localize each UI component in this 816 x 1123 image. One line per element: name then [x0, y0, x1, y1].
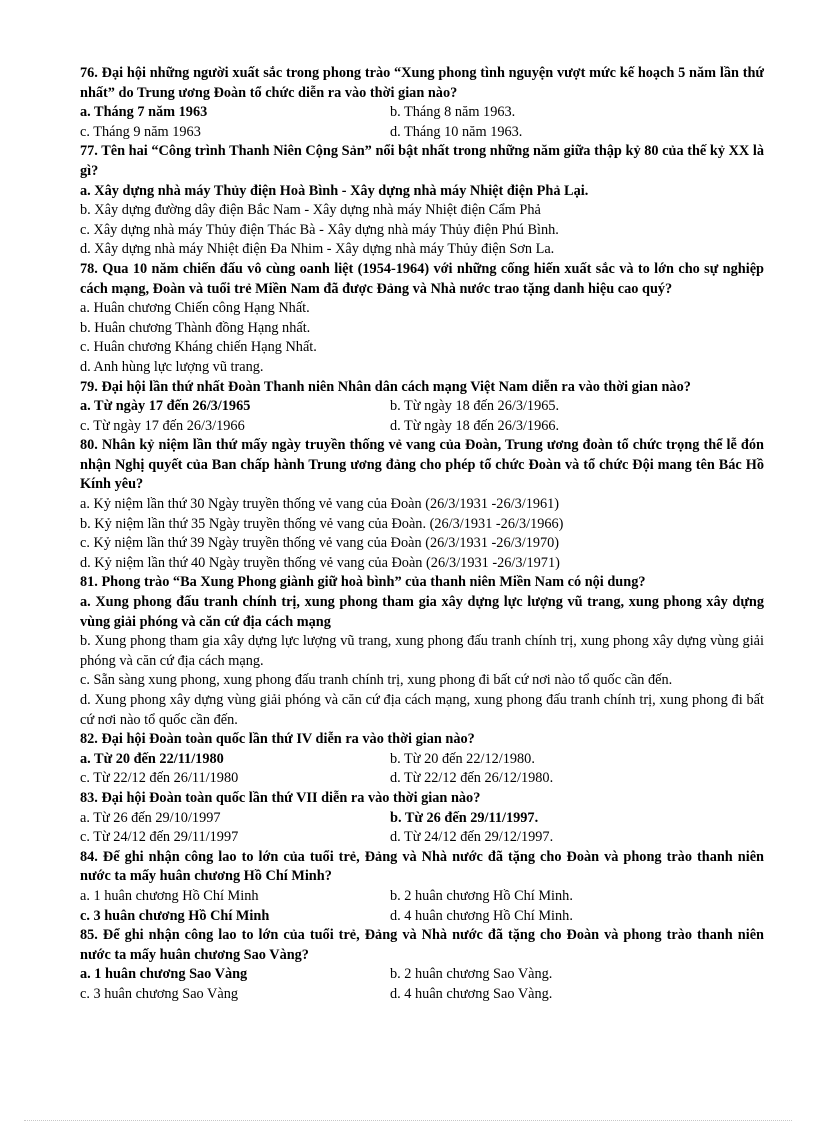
option-80-b: b. Kỷ niệm lần thứ 35 Ngày truyền thống vẻ vang của Đoàn. (26/3/1931 -26/3/1966) [80, 515, 564, 532]
question-list [80, 64, 764, 1005]
question-84: 84. Để ghi nhận công lao to lớn của tuổi trẻ, Đảng và Nhà nước đã tặng cho Đoàn và phong trào thanh niên nước ta mấy huân chương Hồ Chí Minh? [80, 848, 764, 885]
option-78-a: a. Huân chương Chiến công Hạng Nhất. [80, 300, 310, 317]
question-77: 77. Tên hai “Công trình Thanh Niên Cộng Sản” nổi bật nhất trong những năm giữa thập kỷ 80 của thế kỷ XX là gì? [80, 143, 764, 179]
option-77-b: b. Xây dựng đường dây điện Bắc Nam - Xây dựng nhà máy Nhiệt điện Cẩm Phả [80, 202, 541, 219]
options-row [80, 887, 764, 907]
options-row [80, 828, 764, 848]
options-row [80, 769, 764, 789]
options-row [80, 103, 764, 123]
option-82-c: c. Từ 22/12 đến 26/11/1980 [80, 770, 239, 787]
option-81-d: d. Xung phong xây dựng vùng giải phóng và căn cứ địa cách mạng, xung phong đấu tranh chính trị, xung phong đi bất cứ nơi nào tổ quốc cần đến. [80, 692, 764, 728]
option-76-a: a. Tháng 7 năm 1963 [80, 104, 208, 121]
option-76-d: d. Tháng 10 năm 1963. [390, 123, 523, 140]
options-row [80, 123, 764, 143]
option-82-a: a. Từ 20 đến 22/11/1980 [80, 750, 224, 767]
option-78-b: b. Huân chương Thành đồng Hạng nhất. [80, 319, 311, 336]
option-81-b: b. Xung phong tham gia xây dựng lực lượng vũ trang, xung phong đấu tranh chính trị, xung phong xây dựng vùng giải phóng và căn cứ địa cách mạng. [80, 633, 764, 669]
option-84-d: d. 4 huân chương Hồ Chí Minh. [390, 907, 573, 924]
option-77-a: a. Xây dựng nhà máy Thủy điện Hoà Bình - Xây dựng nhà máy Nhiệt điện Phả Lại. [80, 182, 589, 199]
option-85-d: d. 4 huân chương Sao Vàng. [390, 985, 553, 1002]
question-76: 76. Đại hội những người xuất sắc trong phong trào “Xung phong tình nguyện vượt mức kế hoạch 5 năm lần thứ nhất” do Trung ương Đoàn tổ chức diễn ra vào thời gian nào? [80, 65, 764, 101]
option-82-d: d. Từ 22/12 đến 26/12/1980. [390, 770, 554, 787]
options-row [80, 965, 764, 985]
options-row [80, 985, 764, 1005]
options-row [80, 809, 764, 829]
option-80-a: a. Kỷ niệm lần thứ 30 Ngày truyền thống vẻ vang của Đoàn (26/3/1931 -26/3/1961) [80, 496, 560, 513]
option-76-b: b. Tháng 8 năm 1963. [390, 104, 516, 121]
option-83-b: b. Từ 26 đến 29/11/1997. [390, 809, 539, 826]
question-83: 83. Đại hội Đoàn toàn quốc lần thứ VII diễn ra vào thời gian nào? [80, 789, 481, 806]
options-row [80, 397, 764, 417]
option-78-d: d. Anh hùng lực lượng vũ trang. [80, 358, 264, 375]
question-85: 85. Để ghi nhận công lao to lớn của tuổi trẻ, Đảng và Nhà nước đã tặng cho Đoàn và phong trào thanh niên nước ta mấy huân chương Sao Vàng? [80, 927, 764, 963]
option-79-c: c. Từ ngày 17 đến 26/3/1966 [80, 417, 245, 434]
option-85-b: b. 2 huân chương Sao Vàng. [390, 966, 553, 983]
option-81-c: c. Sẵn sàng xung phong, xung phong đấu tranh chính trị, xung phong đi bất cứ nơi nào tổ quốc cần đến. [80, 672, 673, 689]
question-78: 78. Qua 10 năm chiến đấu vô cùng oanh liệt (1954-1964) với những cống hiến xuất sắc và to lớn cho sự nghiệp cách mạng, Đoàn và tuổi trẻ Miền Nam đã được Đảng và Nhà nước trao tặng danh hiệu cao quý? [80, 260, 764, 297]
option-83-a: a. Từ 26 đến 29/10/1997 [80, 809, 221, 826]
option-79-a: a. Từ ngày 17 đến 26/3/1965 [80, 398, 251, 415]
option-83-c: c. Từ 24/12 đến 29/11/1997 [80, 829, 239, 846]
option-82-b: b. Từ 20 đến 22/12/1980. [390, 750, 535, 767]
option-80-d: d. Kỷ niệm lần thứ 40 Ngày truyền thống vẻ vang của Đoàn (26/3/1931 -26/3/1971) [80, 554, 560, 571]
option-77-c: c. Xây dựng nhà máy Thủy điện Thác Bà - Xây dựng nhà máy Thủy điện Phú Bình. [80, 221, 559, 238]
option-85-a: a. 1 huân chương Sao Vàng [80, 966, 248, 983]
option-76-c: c. Tháng 9 năm 1963 [80, 123, 201, 140]
option-84-a: a. 1 huân chương Hồ Chí Minh [80, 887, 259, 904]
question-79: 79. Đại hội lần thứ nhất Đoàn Thanh niên Nhân dân cách mạng Việt Nam diễn ra vào thời gian nào? [80, 378, 691, 395]
option-79-d: d. Từ ngày 18 đến 26/3/1966. [390, 417, 560, 434]
option-77-d: d. Xây dựng nhà máy Nhiệt điện Đa Nhim - Xây dựng nhà máy Thủy điện Sơn La. [80, 241, 555, 258]
option-84-b: b. 2 huân chương Hồ Chí Minh. [390, 887, 573, 904]
page-bottom-divider [24, 1120, 792, 1121]
question-81: 81. Phong trào “Ba Xung Phong giành giữ hoà bình” của thanh niên Miền Nam có nội dung? [80, 574, 646, 591]
question-80: 80. Nhân kỷ niệm lần thứ mấy ngày truyền thống vẻ vang của Đoàn, Trung ương đoàn tổ chức trọng thể lễ đón nhận Nghị quyết của Ban chấp hành Trung ương đảng cho phép tổ chức Đoàn và tổ chức Đội mang tên Bác Hồ Kính yêu? [80, 437, 764, 493]
option-84-c: c. 3 huân chương Hồ Chí Minh [80, 907, 270, 924]
option-83-d: d. Từ 24/12 đến 29/12/1997. [390, 829, 554, 846]
question-82: 82. Đại hội Đoàn toàn quốc lần thứ IV diễn ra vào thời gian nào? [80, 731, 475, 748]
options-row [80, 417, 764, 437]
option-78-c: c. Huân chương Kháng chiến Hạng Nhất. [80, 339, 317, 356]
option-85-c: c. 3 huân chương Sao Vàng [80, 985, 238, 1002]
option-81-a: a. Xung phong đấu tranh chính trị, xung phong tham gia xây dựng lực lượng vũ trang, xung phong xây dựng vùng giải phóng và căn cứ địa cách mạng [80, 594, 764, 630]
option-79-b: b. Từ ngày 18 đến 26/3/1965. [390, 398, 560, 415]
option-80-c: c. Kỷ niệm lần thứ 39 Ngày truyền thống vẻ vang của Đoàn (26/3/1931 -26/3/1970) [80, 535, 560, 552]
options-row [80, 907, 764, 927]
options-row [80, 750, 764, 770]
